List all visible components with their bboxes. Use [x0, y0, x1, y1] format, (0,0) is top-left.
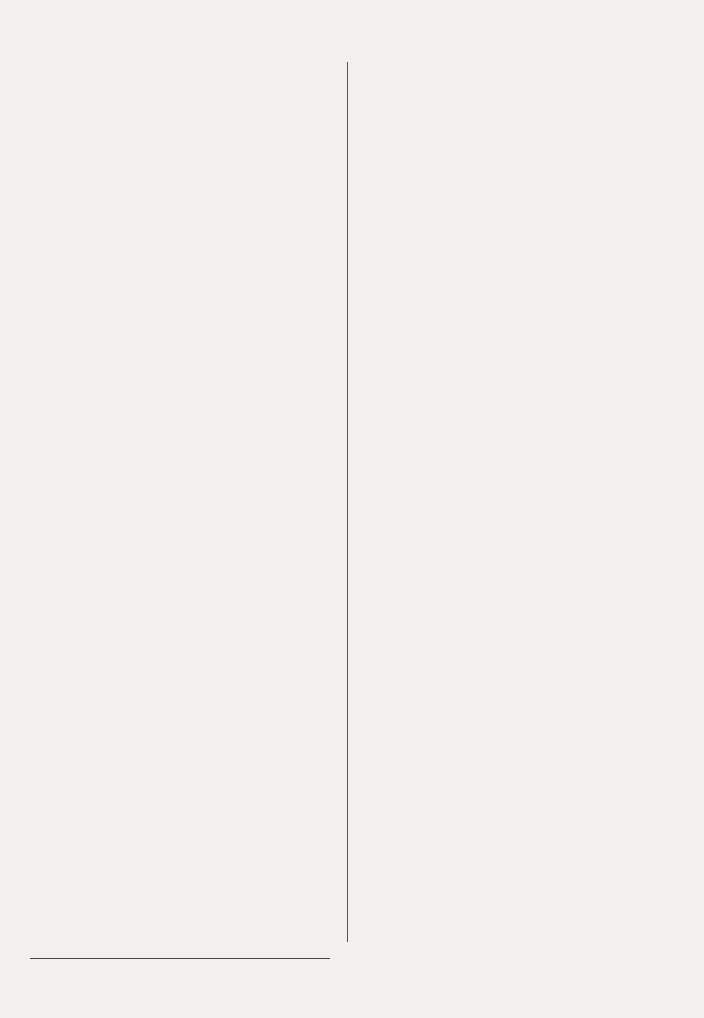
footnote: [30, 958, 330, 962]
column-divider: [347, 62, 348, 942]
